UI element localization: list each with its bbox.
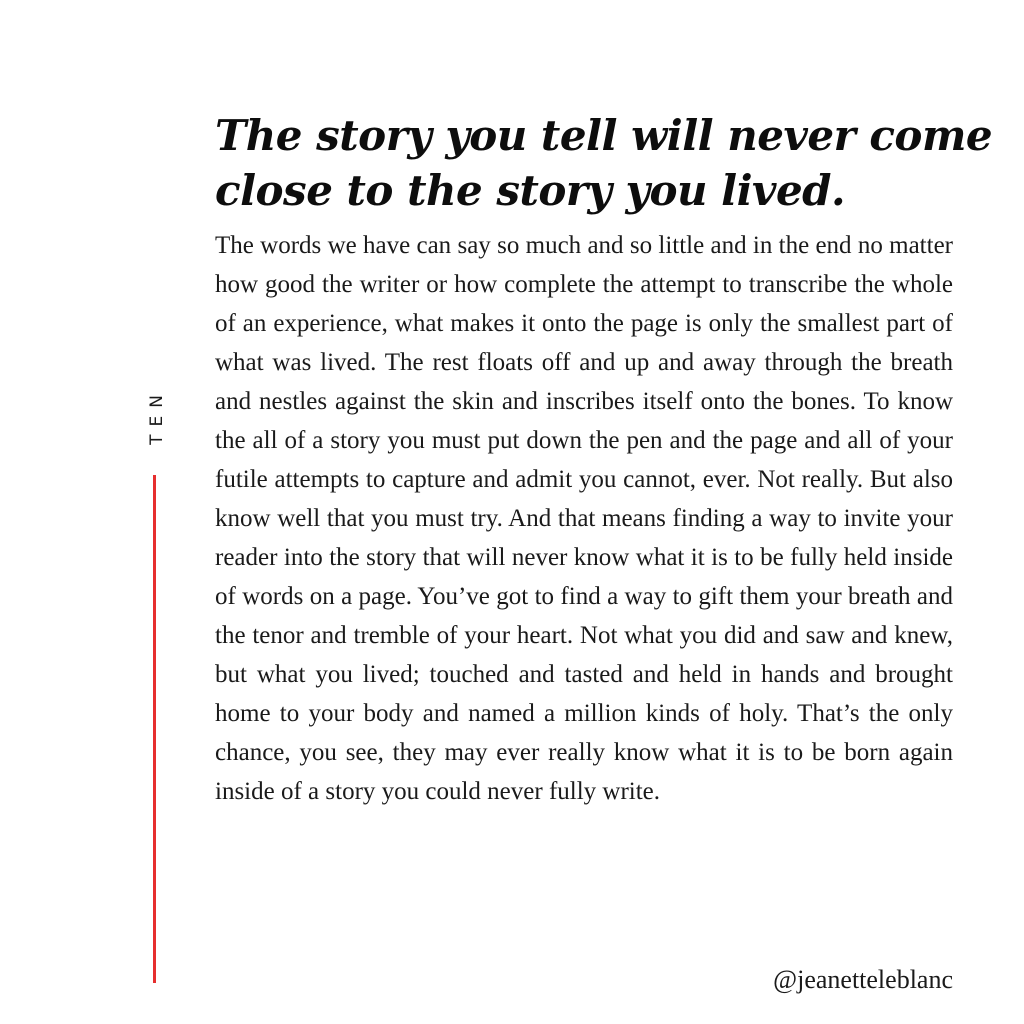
author-handle: @jeanetteleblanc bbox=[773, 965, 953, 994]
side-label-text: TEN bbox=[147, 387, 167, 445]
accent-divider-line bbox=[153, 475, 156, 983]
headline: The story you tell will never come close to the story you lived. bbox=[215, 111, 993, 215]
side-label bbox=[139, 387, 175, 450]
body-paragraph: The words we have can say so much and so little and in the end no matter how good the writer or how complete the attempt to transcribe the whole of an experience, what makes it onto the page is only the smallest part of what was lived. The rest floats off and up and away through the breath and nestles against the skin and inscribes itself onto the bones. To know the all of a story you must put down the pen and the page and all of your futile attempts to capture and admit you cannot, ever. Not really. But also know well that you must try. And that means finding a way to invite your reader into the story that will never know what it is to be fully held inside of words on a page. You’ve got to find a way to gift them your breath and the tenor and tremble of your heart. Not what you did and saw and knew, but what you lived; touched and tasted and held in hands and brought home to your body and named a million kinds of holy. That’s the only chance, you see, they may ever really know what it is to be born again inside of a story you could never fully write. bbox=[215, 232, 953, 805]
